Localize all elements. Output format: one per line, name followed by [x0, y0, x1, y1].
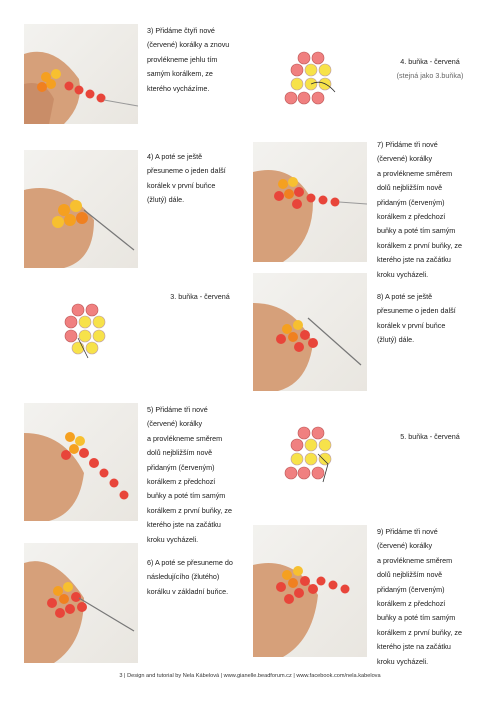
diagram-cell-3 [58, 300, 114, 362]
step-5-text: 5) Přidáme tři nové (červené) korálky a provlékneme směrem dolů nejbližším nově přidaným (červeným) korálkem z předchozí buňky a poté tím samým korálkem z první buňky, ze kterého jste na začátku kroku vycházeli. [147, 405, 232, 544]
diagram-cell-4 [283, 48, 343, 110]
step-7-text: 7) Přidáme tři nové (červené) korálky a provlékneme směrem dolů nejbližším nově přidaným (červeným) korálkem z předchozí buňky a poté tím samým korálkem z první buňky, ze kterého jste na začátku kroku vycházeli. [377, 140, 462, 279]
caption-cell-4 [375, 55, 485, 83]
photo-step-4 [24, 150, 138, 268]
step-9-text: 9) Přidáme tři nové (červené) korálky a provlékneme směrem dolů nejbližším nově přidaným (červeným) korálkem z předchozí buňky a poté tím samým korálkem z první buňky, ze kterého jste na začátku kroku vycházeli. [377, 527, 462, 666]
page-footer: 3 | Design and tutorial by Nela Kábelová | www.gianelle.beadforum.cz | www.facebook.com/nela.kabelova [119, 673, 381, 679]
photo-step-6 [24, 543, 138, 663]
photo-step-3 [24, 24, 138, 124]
photo-step-8 [253, 273, 367, 391]
photo-step-7 [253, 142, 367, 262]
step-4-text: 4) A poté se ještě přesuneme o jeden další korálek v první buňce (žlutý) dále. [147, 152, 226, 205]
step-3-text: 3) Přidáme čtyři nové (červené) korálky a znovu provlékneme jehlu tím samým korálkem, ze kterého vycházíme. [147, 26, 230, 93]
caption-cell-5: 5. buňka - červená [400, 432, 460, 441]
step-6-text: 6) A poté se přesuneme do následujícího (žlutého) korálku v základní buňce. [147, 558, 233, 596]
diagram-cell-5 [283, 424, 343, 488]
caption-cell-3: 3. buňka - červená [170, 292, 230, 301]
photo-step-5 [24, 403, 138, 521]
photo-step-9 [253, 525, 367, 657]
step-8-text: 8) A poté se ještě přesuneme o jeden další korálek v první buňce (žlutý) dále. [377, 292, 456, 345]
caption-cell-4-title: 4. buňka - červená [400, 57, 460, 66]
caption-cell-4-sub: (stejná jako 3.buňka) [396, 71, 464, 80]
